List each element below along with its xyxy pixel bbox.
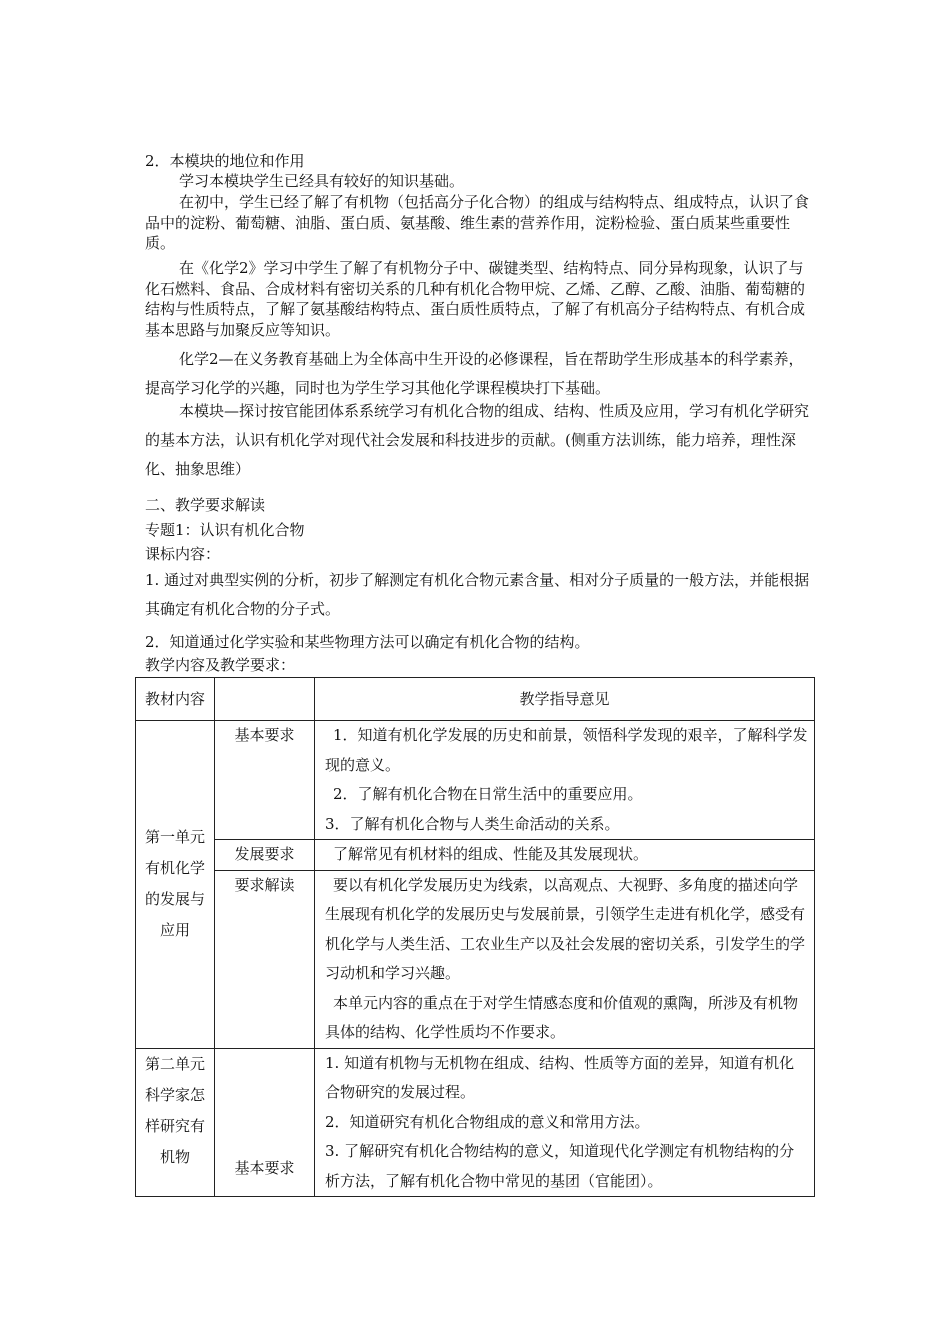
unit1-interpret-para-2: 本单元内容的重点在于对学生情感态度和价值观的熏陶，所涉及有机物具体的结构、化学性质均不作要求。 <box>325 993 799 1041</box>
header-content-cell: 教材内容 <box>136 678 215 721</box>
unit1-basic-item-3: 3．了解有机化合物与人类生命活动的关系。 <box>325 814 620 833</box>
standard-item-2: 2．知道通过化学实验和某些物理方法可以确定有机化合物的结构。 <box>145 633 590 651</box>
unit2-name: 第二单元 科学家怎样研究有机物 <box>144 1054 205 1166</box>
part-heading: 二、教学要求解读 <box>145 496 266 514</box>
unit1-interpret-label: 要求解读 <box>215 870 315 1048</box>
teaching-requirements-table <box>135 677 815 1197</box>
standard-item-1: 1. 通过对典型实例的分析，初步了解测定有机化合物元素含量、相对分子质量的一般方法，并能根据其确定有机化合物的分子式。 <box>145 571 810 618</box>
header-guidance-cell: 教学指导意见 <box>315 678 815 721</box>
unit1-basic-item-2: 2．了解有机化合物在日常生活中的重要应用。 <box>333 785 643 803</box>
table-header-row <box>136 678 815 721</box>
unit1-name-cell <box>136 721 215 1049</box>
unit2-name-cell <box>136 1048 215 1197</box>
section-heading: 2．本模块的地位和作用 <box>145 152 305 170</box>
paragraph-junior-high: 在初中，学生已经了解了有机物（包括高分子化合物）的组成与结构特点、组成特点，认识了食品中的淀粉、葡萄糖、油脂、蛋白质、氨基酸、维生素的营养作用，淀粉检验、蛋白质某些重要性质。 <box>145 193 810 252</box>
unit2-basic-item-3: 3. 了解研究有机化合物结构的意义，知道现代化学测定有机物结构的分析方法，了解有机化合物中常见的基团（官能团）。 <box>325 1142 795 1190</box>
unit1-basic-cell <box>315 721 815 840</box>
header-blank-cell <box>215 678 315 721</box>
unit1-basic-item-1: 1．知道有机化学发展的历史和前景，领悟科学发现的艰辛，了解科学发现的意义。 <box>325 726 808 774</box>
table-caption: 教学内容及教学要求： <box>145 656 296 674</box>
unit1-develop-cell <box>315 840 815 871</box>
topic-title: 专题1：认识有机化合物 <box>145 521 305 539</box>
table-row <box>136 870 815 1048</box>
unit2-basic-label: 基本要求 <box>215 1048 315 1197</box>
paragraph-required-course: 化学2—在义务教育基础上为全体高中生开设的必修课程，旨在帮助学生形成基本的科学素养，提高学习化学的兴趣，同时也为学生学习其他化学课程模块打下基础。 <box>145 350 804 397</box>
paragraph-chemistry2: 在《化学2》学习中学生了解了有机物分子中、碳键类型、结构特点、同分异构现象，认识了与化石燃料、食品、合成材料有密切关系的几种有机化合物甲烷、乙烯、乙醇、乙酸、油脂、葡萄糖的结构与性质特点，了解了氨基酸结构特点、蛋白质性质特点，了解了有机高分子结构特点、有机合成基本思路与加聚反应等知识。 <box>145 259 806 339</box>
unit1-interpret-para-1: 要以有机化学发展历史为线索，以高观点、大视野、多角度的描述向学生展现有机化学的发展历史与发展前景，引领学生走进有机化学，感受有机化学与人类生活、工农业生产以及社会发展的密切关系，引发学生的学习动机和学习兴趣。 <box>325 875 806 982</box>
unit2-basic-item-2: 2．知道研究有机化合物组成的意义和常用方法。 <box>325 1112 650 1131</box>
unit2-basic-item-1: 1. 知道有机物与无机物在组成、结构、性质等方面的差异，知道有机化合物研究的发展过程。 <box>325 1053 795 1101</box>
paragraph-module-focus: 本模块—探讨按官能团体系系统学习有机化合物的组成、结构、性质及应用，学习有机化学研究的基本方法，认识有机化学对现代社会发展和科技进步的贡献。(侧重方法训练，能力培养，理性深化、抽象思维） <box>145 402 810 478</box>
unit1-name: 第一单元 有机化学的发展与应用 <box>144 828 205 940</box>
unit1-basic-label: 基本要求 <box>215 721 315 840</box>
unit1-develop-text: 了解常见有机材料的组成、性能及其发展现状。 <box>333 845 649 863</box>
paragraph-knowledge-base: 学习本模块学生已经具有较好的知识基础。 <box>179 172 465 190</box>
unit1-develop-label: 发展要求 <box>215 840 315 871</box>
table-row <box>136 721 815 840</box>
unit1-interpret-cell <box>315 870 815 1048</box>
standards-label: 课标内容： <box>145 545 221 563</box>
table-row <box>136 1048 815 1197</box>
unit2-basic-cell <box>315 1048 815 1197</box>
table-row <box>136 840 815 871</box>
